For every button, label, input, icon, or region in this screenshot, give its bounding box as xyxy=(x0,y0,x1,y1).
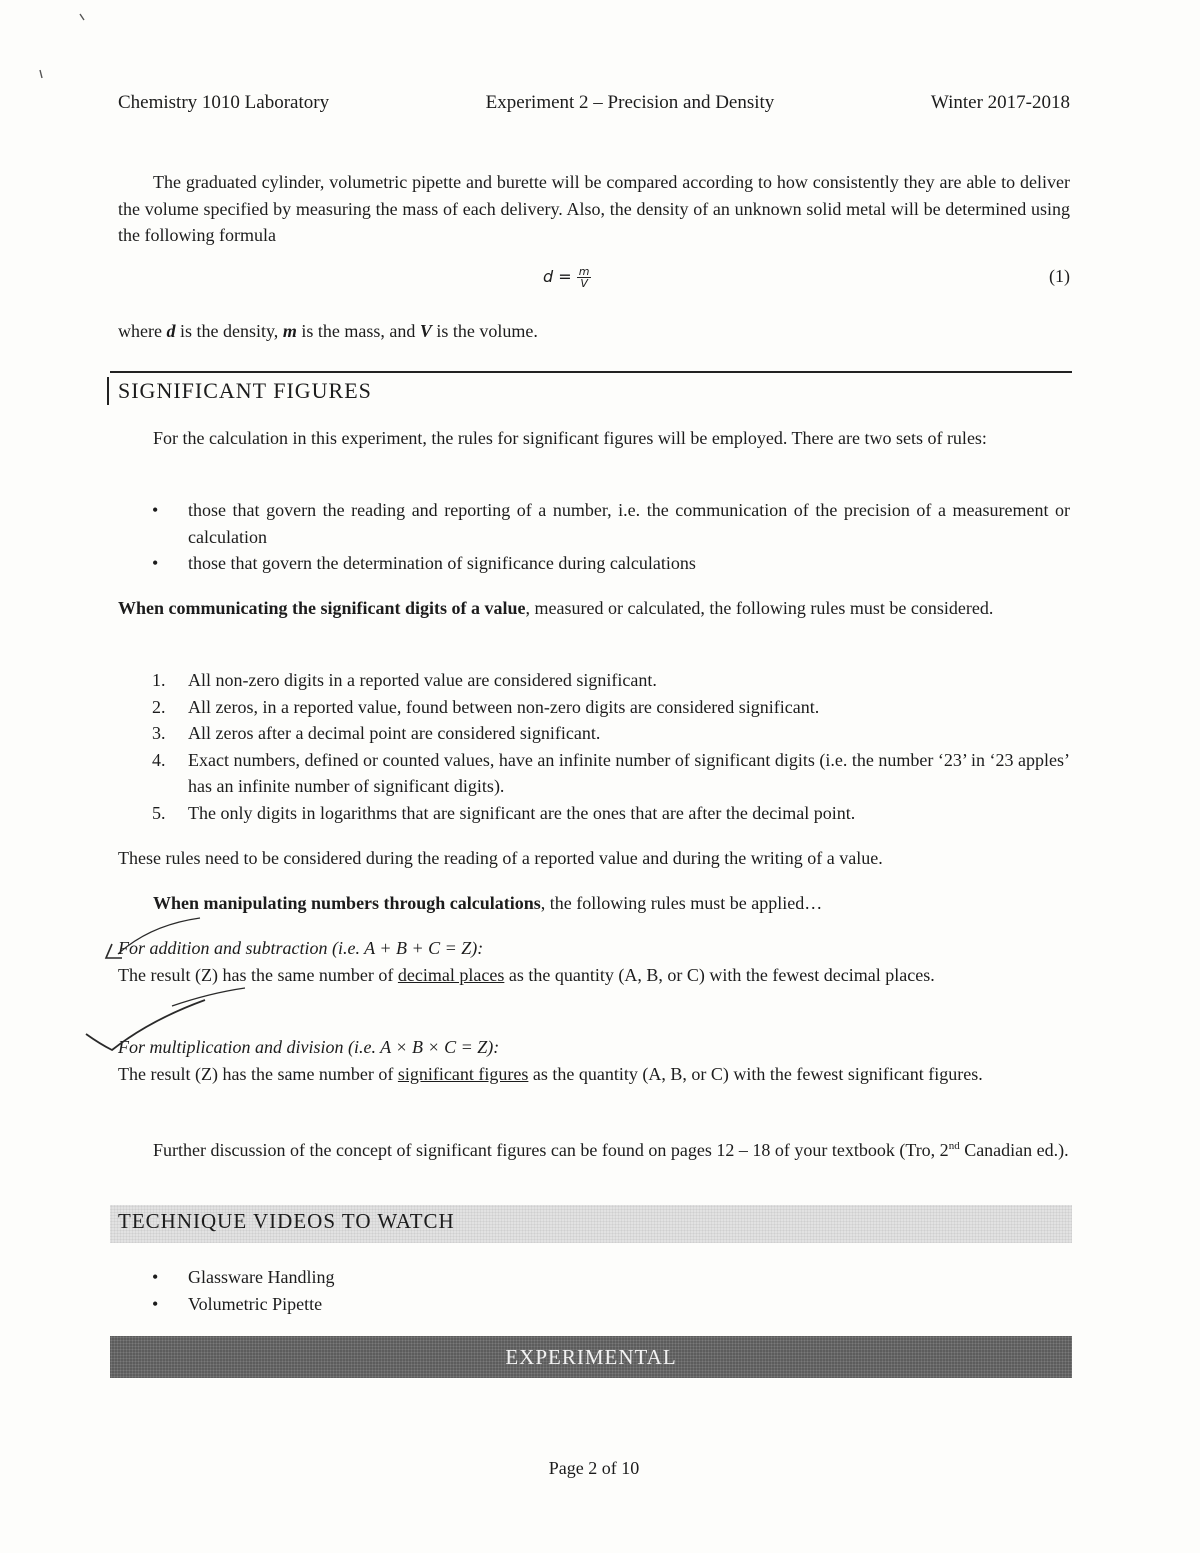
pen-stroke xyxy=(172,988,245,1006)
rule-number: 2. xyxy=(152,696,166,717)
intro-paragraph: The graduated cylinder, volumetric pipette and burette will be compared according to how consistently they are able to deliver the volume specified by measuring the mass of each delivery. Also, the density of an unknown solid metal will be determined using the following formula xyxy=(118,172,1070,245)
ordinal-suffix: nd xyxy=(948,1140,960,1152)
further-text: Further discussion of the concept of significant figures can be found on pages 12 – 18 of your textbook (Tro, 2 xyxy=(153,1140,949,1160)
var-v: V xyxy=(419,321,432,341)
videos-title: TECHNIQUE VIDEOS TO WATCH xyxy=(118,1209,455,1233)
sig-figs-intro: For the calculation in this experiment, the rules for significant figures will be employed. There are two sets of rules: xyxy=(153,428,987,448)
communicating-paragraph xyxy=(118,595,1070,622)
rule-text: All zeros, in a reported value, found between non-zero digits are considered significant. xyxy=(188,696,820,717)
equation-number: (1) xyxy=(1049,266,1070,286)
where-text: is the density, xyxy=(175,321,283,341)
communicating-bold: When communicating the significant digits of a value xyxy=(118,598,526,618)
rule-number: 5. xyxy=(152,802,166,823)
addition-text: The result (Z) has the same number of xyxy=(118,965,398,985)
formula xyxy=(543,266,591,289)
header-term: Winter 2017-2018 xyxy=(930,92,1070,113)
rule-text: The only digits in logarithms that are significant are the ones that are after the decimal point. xyxy=(188,802,856,823)
rule-number: 4. xyxy=(152,749,166,770)
list-item xyxy=(118,667,1070,694)
further-discussion xyxy=(118,1133,1070,1164)
list-item xyxy=(118,747,1070,800)
rule-text: All zeros after a decimal point are considered significant. xyxy=(188,723,601,743)
addition-rule xyxy=(118,962,1048,989)
sig-digit-rules xyxy=(118,667,1070,826)
multiplication-heading: For multiplication and division (i.e. A × B × C = Z): xyxy=(118,1037,500,1057)
multiplication-text: The result (Z) has the same number of xyxy=(118,1064,398,1084)
density-formula xyxy=(118,266,1070,296)
list-item: • those that govern the reading and reporting of a number, i.e. the communication of the precision of a measurement or calculation xyxy=(118,497,1070,550)
addition-heading: For addition and subtraction (i.e. A + B + C = Z): xyxy=(118,938,484,958)
rule-number: 1. xyxy=(152,670,166,690)
page-header xyxy=(118,92,1070,114)
list-item xyxy=(118,720,1070,747)
list-item: • Volumetric Pipette xyxy=(118,1291,1070,1318)
communicating-rest: , measured or calculated, the following rules must be considered. xyxy=(525,598,994,618)
formula-definitions xyxy=(118,318,1070,345)
list-item: • those that govern the determination of significance during calculations xyxy=(118,550,1070,577)
list-item xyxy=(118,800,1070,827)
formula-lhs: d = xyxy=(543,267,572,286)
manipulating-bold: When manipulating numbers through calculations xyxy=(153,893,541,913)
formula-denominator: V xyxy=(580,277,588,290)
where-text: is the volume. xyxy=(431,321,538,341)
section-divider xyxy=(110,371,1072,373)
formula-fraction xyxy=(577,266,592,289)
var-d: d xyxy=(166,321,176,341)
addition-text: as the quantity (A, B, or C) with the fewest decimal places. xyxy=(504,965,935,985)
rule-text: All non-zero digits in a reported value are considered significant. xyxy=(188,670,657,690)
formula-numerator: m xyxy=(578,265,590,278)
section-marker xyxy=(107,377,109,405)
header-course: Chemistry 1010 Laboratory xyxy=(118,92,330,113)
multiplication-underlined: significant figures xyxy=(397,1064,529,1084)
where-text: is the mass, and xyxy=(296,321,420,341)
videos-list xyxy=(118,1264,1070,1317)
these-rules-paragraph: These rules need to be considered during the reading of a reported value and during the writing of a value. xyxy=(118,848,883,868)
rule-text: Exact numbers, defined or counted values, have an infinite number of significant digits (i.e. the number ‘23’ in ‘23 apples’ has an infinite number of significant digits). xyxy=(188,749,1070,796)
multiplication-text: as the quantity (A, B, or C) with the fewest significant figures. xyxy=(528,1064,983,1084)
multiplication-rule xyxy=(118,1061,1008,1088)
addition-underlined: decimal places xyxy=(397,965,505,985)
rule-number: 3. xyxy=(152,723,166,743)
manipulating-rest: , the following rules must be applied… xyxy=(540,893,823,913)
page-number: Page 2 of 10 xyxy=(548,1458,640,1478)
where-text: where xyxy=(118,321,167,341)
manipulating-paragraph xyxy=(118,890,1070,917)
header-experiment: Experiment 2 – Precision and Density xyxy=(485,92,775,113)
list-item xyxy=(118,694,1070,721)
rule-sets-list xyxy=(118,497,1070,577)
pen-dot xyxy=(80,14,84,20)
var-m: m xyxy=(282,321,297,341)
experimental-banner: EXPERIMENTAL xyxy=(110,1336,1072,1378)
sig-figs-title: SIGNIFICANT FIGURES xyxy=(118,378,372,403)
further-text: Canadian ed.). xyxy=(959,1140,1069,1160)
list-item: • Glassware Handling xyxy=(118,1264,1070,1291)
pen-dot xyxy=(40,70,42,78)
